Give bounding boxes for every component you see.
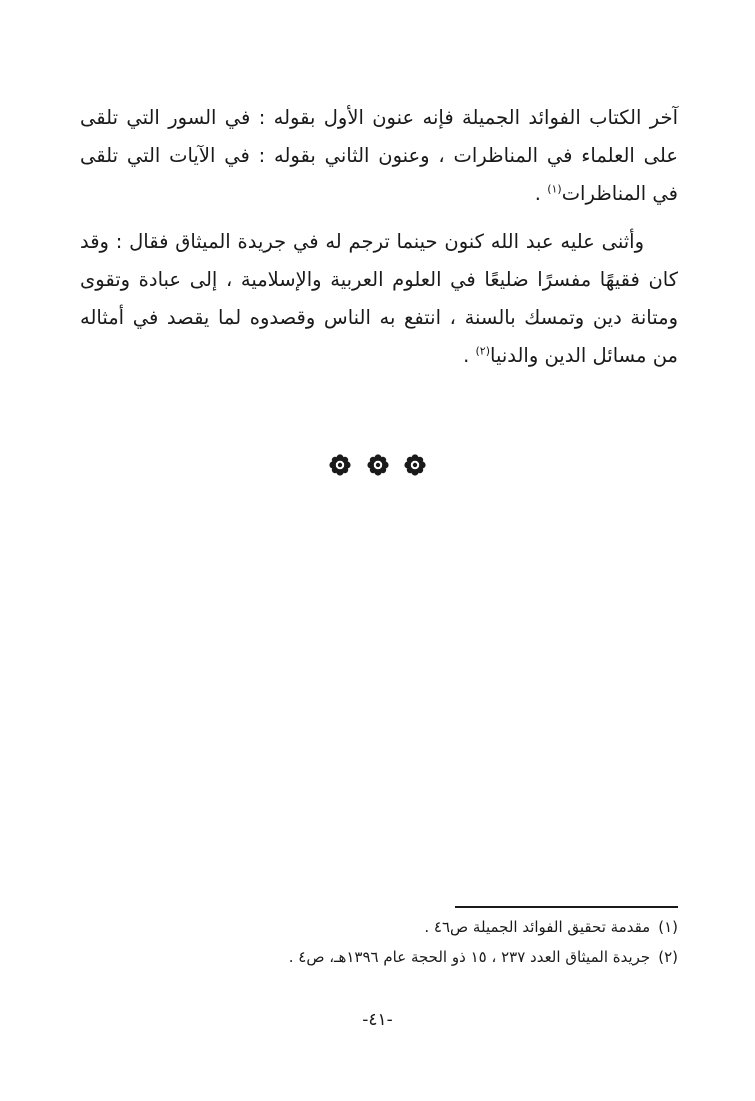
section-divider-ornaments (0, 454, 755, 476)
paragraph-1-end: . (534, 182, 548, 205)
flower-ornament-icon (367, 454, 389, 476)
footnote-2 (80, 942, 678, 972)
footnote-1 (80, 912, 678, 942)
footnote-2-number: (٢) (658, 948, 678, 966)
paragraph-2 (80, 223, 678, 375)
paragraph-1 (80, 99, 678, 213)
footnote-separator (455, 906, 678, 908)
footnote-ref-1: (١) (547, 182, 562, 196)
footnote-1-text: مقدمة تحقيق الفوائد الجميلة ص٤٦ . (424, 918, 651, 936)
paragraph-2-text: وأثنى عليه عبد الله كنون حينما ترجم له في جريدة الميثاق فقال : وقد كان فقيهًا مفسرًا ضليعًا في العلوم العربية والإسلامية ، إلى عبادة وتقوى ومتانة دين وتمسك بالسنة ، انتفع به الناس وقصدوه لما يقصد في أمثاله من مسائل الدين والدنيا (80, 230, 678, 367)
footnote-2-text: جريدة الميثاق العدد ٢٣٧ ، ١٥ ذو الحجة عام ١٣٩٦هـ، ص٤ . (288, 948, 651, 966)
footnote-ref-2: (٢) (475, 344, 490, 358)
paragraph-2-end: . (463, 344, 476, 367)
paragraph-1-text: آخر الكتاب الفوائد الجميلة فإنه عنون الأول بقوله : في السور التي تلقى على العلماء في المناظرات ، وعنون الثاني بقوله : في الآيات التي تلقى في المناظرات (80, 106, 678, 205)
flower-ornament-icon (404, 454, 426, 476)
main-text (80, 99, 678, 385)
footnotes (80, 912, 678, 972)
page-number: -٤١- (362, 1010, 393, 1030)
flower-ornament-icon (329, 454, 351, 476)
footnote-1-number: (١) (658, 918, 678, 936)
